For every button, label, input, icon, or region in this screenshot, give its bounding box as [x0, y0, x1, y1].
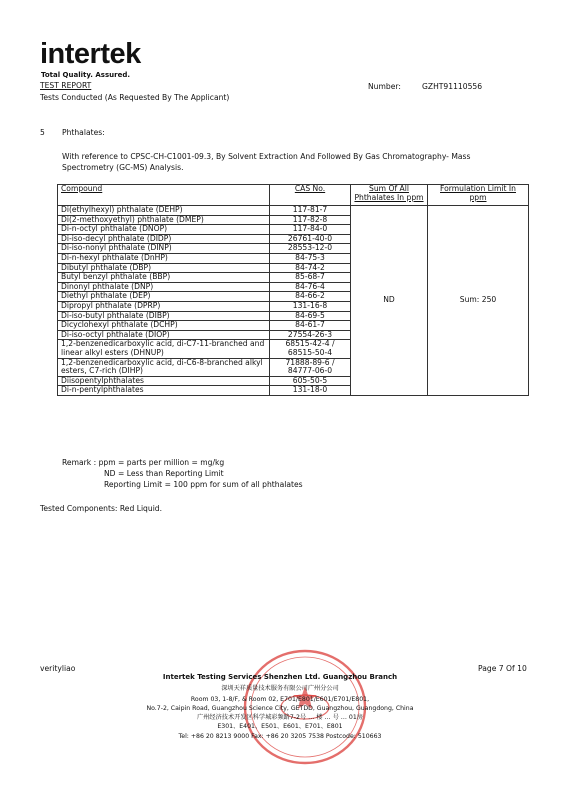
- section-title: Phthalates:: [62, 128, 105, 137]
- header-limit: Formulation Limit In ppm: [428, 185, 529, 206]
- cas-number: 117-81-7: [270, 206, 351, 216]
- table-body: [58, 206, 529, 396]
- compound-name: 1,2-benzenedicarboxylic acid, di-C7-11-branched and linear alkyl esters (DHNUP): [58, 340, 270, 358]
- address-line-1: Room 03, 1-8/F, & Room 02, E701/E801/E601/E701/E801,: [190, 696, 370, 703]
- compound-name: Di-n-hexyl phthalate (DnHP): [58, 253, 270, 263]
- cas-number: 85-68-7: [270, 273, 351, 283]
- compound-name: Diisopentylphthalates: [58, 376, 270, 386]
- page-number: Page 7 Of 10: [478, 664, 527, 673]
- header-sum: Sum Of All Phthalates In ppm: [351, 185, 428, 206]
- sum-result: ND: [351, 206, 428, 396]
- prepared-by: verityliao: [40, 664, 76, 673]
- compound-name: Butyl benzyl phthalate (BBP): [58, 273, 270, 283]
- compound-name: Di-iso-decyl phthalate (DIDP): [58, 234, 270, 244]
- report-subtitle: Tests Conducted (As Requested By The Applicant): [40, 93, 230, 102]
- contact-line: Tel: +86 20 8213 9000 Fax: +86 20 3205 7538 Postcode: 510663: [178, 733, 382, 740]
- compound-name: Di-iso-octyl phthalate (DIOP): [58, 330, 270, 340]
- method-reference: With reference to CPSC-CH-C1001-09.3, By Solvent Extraction And Followed By Gas Chromatography- Mass Spectrometry (GC-MS) Analysis.: [62, 152, 471, 172]
- cas-number: 605-50-5: [270, 376, 351, 386]
- cas-number: 84-74-2: [270, 263, 351, 273]
- compound-name: 1,2-benzenedicarboxylic acid, di-C6-8-branched alkyl esters, C7-rich (DIHP): [58, 358, 270, 376]
- number-label: Number:: [368, 82, 401, 91]
- cas-number: 84-69-5: [270, 311, 351, 321]
- compound-name: Di(ethylhexyl) phthalate (DEHP): [58, 206, 270, 216]
- compound-name: Dibutyl phthalate (DBP): [58, 263, 270, 273]
- remark-line-2: ND = Less than Reporting Limit: [104, 469, 224, 478]
- compound-name: Di-iso-butyl phthalate (DIBP): [58, 311, 270, 321]
- header-cas: CAS No.: [270, 185, 351, 206]
- compound-name: Di-n-octyl phthalate (DNOP): [58, 225, 270, 235]
- formulation-limit: Sum: 250: [428, 206, 529, 396]
- phthalates-table: [57, 184, 529, 396]
- cas-number: 84-76-4: [270, 282, 351, 292]
- cas-number: 26761-40-0: [270, 234, 351, 244]
- cas-number: 27554-26-3: [270, 330, 351, 340]
- cas-number: 68515-42-4 / 68515-50-4: [270, 340, 351, 358]
- cas-number: 84-75-3: [270, 253, 351, 263]
- compound-name: Diethyl phthalate (DEP): [58, 292, 270, 302]
- header-compound: Compound: [58, 185, 270, 206]
- compound-name: Dinonyl phthalate (DNP): [58, 282, 270, 292]
- address-line-cn: 广州经济技术开发区科学城彩频路7-2号 … 楼 … 号 … 01房: [197, 714, 363, 721]
- cas-number: 117-84-0: [270, 225, 351, 235]
- table-row: [58, 206, 529, 216]
- cas-number: 28553-12-0: [270, 244, 351, 254]
- section-number: 5: [40, 128, 45, 137]
- report-type: TEST REPORT: [40, 81, 92, 90]
- compound-name: Dicyclohexyl phthalate (DCHP): [58, 321, 270, 331]
- address-line-cn-2: E301、E401、E501、E601、E701、E801: [217, 723, 343, 730]
- remark-line-1: Remark : ppm = parts per million = mg/kg: [62, 458, 225, 467]
- company-name: Intertek Testing Services Shenzhen Ltd. Guangzhou Branch: [162, 673, 398, 681]
- company-name-cn: 深圳天祥质量技术服务有限公司广州分公司: [221, 685, 339, 692]
- cas-number: 131-18-0: [270, 386, 351, 396]
- remark-line-3: Reporting Limit = 100 ppm for sum of all phthalates: [104, 480, 303, 489]
- intertek-logo: intertek: [40, 38, 141, 70]
- cas-number: 84-66-2: [270, 292, 351, 302]
- compound-name: Di-iso-nonyl phthalate (DINP): [58, 244, 270, 254]
- tested-components: Tested Components: Red Liquid.: [40, 504, 163, 513]
- cas-number: 84-61-7: [270, 321, 351, 331]
- cas-number: 131-16-8: [270, 301, 351, 311]
- compound-name: Di-n-pentylphthalates: [58, 386, 270, 396]
- report-number: GZHT91110556: [422, 82, 483, 91]
- compound-name: Dipropyl phthalate (DPRP): [58, 301, 270, 311]
- cas-number: 117-82-8: [270, 215, 351, 225]
- table-header-row: [58, 185, 529, 206]
- compound-name: Di(2-methoxyethyl) phthalate (DMEP): [58, 215, 270, 225]
- logo-tagline: Total Quality. Assured.: [41, 71, 130, 79]
- cas-number: 71888-89-6 / 84777-06-0: [270, 358, 351, 376]
- address-line-2: No.7-2, Caipin Road, Guangzhou Science City, GETDD, Guangzhou, Guangdong, China: [146, 705, 414, 712]
